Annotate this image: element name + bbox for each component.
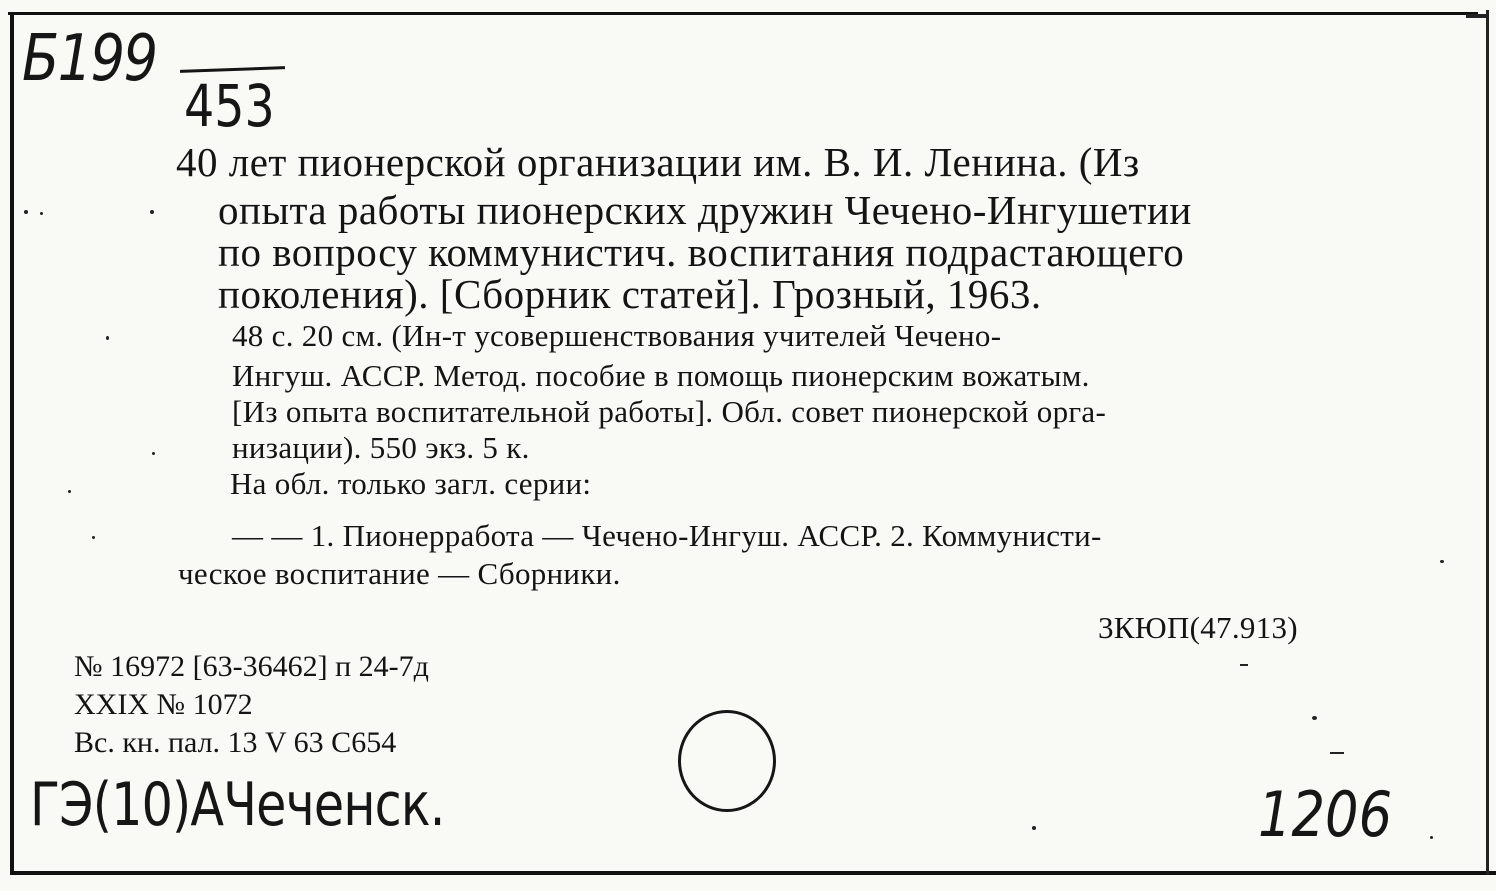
- subject-line-2: ческое воспитание — Сборники.: [178, 556, 621, 591]
- shelf-mark-sub: 453: [184, 72, 275, 140]
- scan-speck: [1430, 836, 1433, 839]
- scan-speck: [40, 212, 43, 215]
- scan-speck: [1440, 560, 1444, 563]
- card-border-top: [8, 12, 1478, 15]
- series-note: На обл. только загл. серии:: [230, 466, 592, 501]
- subject-line-1: — — 1. Пионерработа — Чечено-Ингуш. АССР. 2. Коммунисти-: [232, 518, 1102, 553]
- title-line-3: по вопросу коммунистич. воспитания подрастающего: [218, 229, 1185, 275]
- title-line-4: поколения). [Сборник статей]. Грозный, 1963.: [218, 271, 1042, 317]
- scan-speck: [68, 490, 71, 493]
- print-info-line-1: № 16972 [63-36462] п 24-7д: [74, 650, 429, 683]
- scan-speck: [1312, 716, 1317, 720]
- scan-speck: [1032, 826, 1036, 830]
- scan-speck: [150, 210, 154, 214]
- title-line-2: опыта работы пионерских дружин Чечено-Ингушетии: [218, 187, 1192, 233]
- hand-drawn-circle: [678, 710, 776, 812]
- handwritten-catalog-note: ГЭ(10)АЧеченск.: [30, 770, 445, 840]
- scan-speck: [152, 452, 155, 455]
- print-info-line-2: XXIX № 1072: [74, 688, 253, 721]
- scan-speck: [1330, 752, 1344, 754]
- title-line-1: 40 лет пионерской организации им. В. И. Ленина. (Из: [176, 139, 1140, 185]
- scan-speck: [24, 210, 28, 214]
- detail-line-3: [Из опыта воспитательной работы]. Обл. совет пионерской орга-: [232, 394, 1107, 429]
- handwritten-inventory-number: 1206: [1258, 778, 1393, 851]
- scan-speck: [106, 336, 109, 340]
- scan-speck: [1240, 664, 1248, 666]
- card-border-left: [10, 12, 14, 874]
- detail-line-4: низации). 550 экз. 5 к.: [232, 430, 530, 465]
- card-border-right: [1486, 10, 1489, 875]
- print-info-line-3: Вс. кн. пал. 13 V 63 С654: [74, 726, 397, 759]
- card-border-bottom: [10, 871, 1496, 875]
- detail-line-2: Ингуш. АССР. Метод. пособие в помощь пионерским вожатым.: [232, 358, 1090, 393]
- classification-code: 3КЮП(47.913): [1098, 610, 1298, 645]
- shelf-mark-main: Б199: [22, 22, 157, 96]
- scan-speck: [1466, 14, 1488, 18]
- detail-line-1: 48 с. 20 см. (Ин-т усовершенствования учителей Чечено-: [232, 318, 1002, 353]
- scan-speck: [92, 536, 95, 539]
